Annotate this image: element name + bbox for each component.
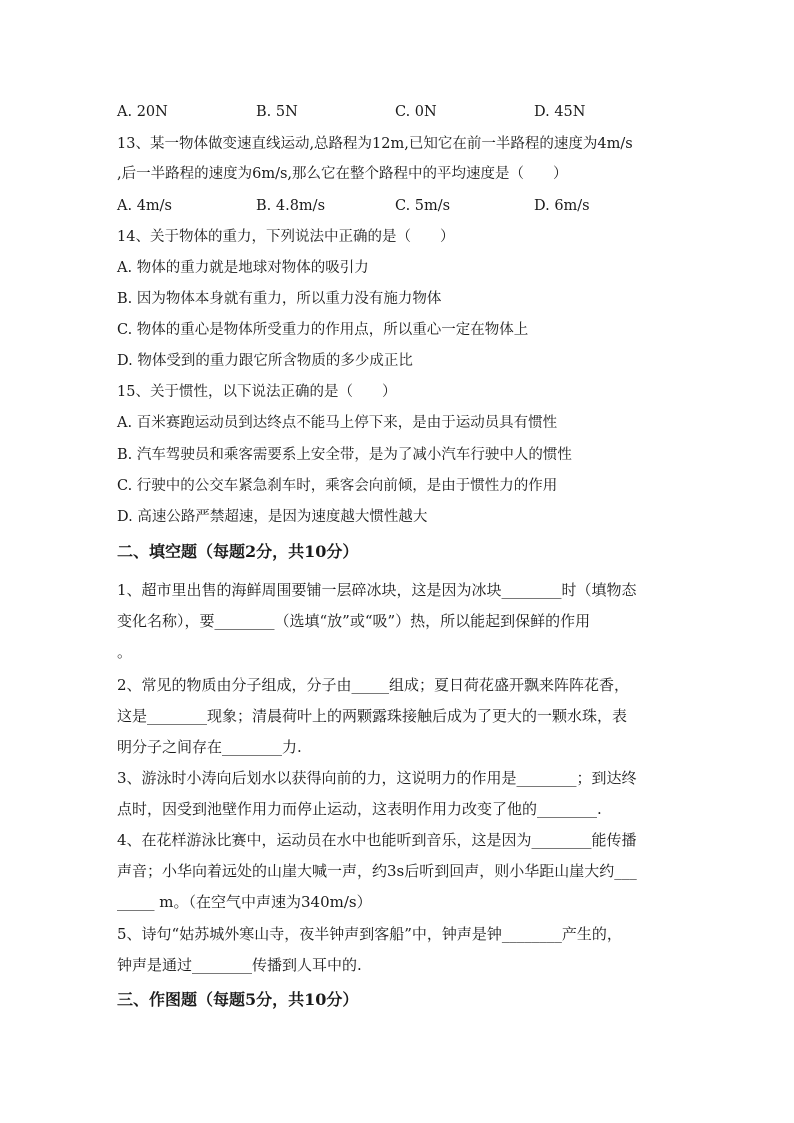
q13-stem-line1: 13、某一物体做变速直线运动,总路程为12m,已知它在前一半路程的速度为4m/s	[117, 136, 633, 152]
q14-option-a: A. 物体的重力就是地球对物体的吸引力	[117, 260, 369, 276]
option-a: A. 20N	[117, 104, 168, 120]
q15-option-d: D. 高速公路严禁超速，是因为速度越大惯性越大	[117, 509, 428, 525]
q15-option-b: B. 汽车驾驶员和乘客需要系上安全带，是为了减小汽车行驶中人的惯性	[117, 447, 572, 463]
section-fill-title: 二、填空题（每题2分，共10分）	[117, 542, 359, 561]
option-c: C. 5m/s	[395, 198, 451, 214]
fill-q5-line2: 钟声是通过________传播到人耳中的.	[117, 956, 362, 974]
fill-q1-line2: 变化名称），要________（选填“放”或“吸”）热，所以能起到保鲜的作用	[117, 612, 591, 630]
fill-q4-line2: 声音；小华向着远处的山崖大喊一声，约3s后听到回声，则小华距山崖大约___	[117, 862, 637, 880]
fill-q3-line2: 点时，因受到池壁作用力而停止运动，这表明作用力改变了他的________.	[117, 800, 602, 818]
q15-option-a: A. 百米赛跑运动员到达终点不能马上停下来，是由于运动员具有惯性	[117, 415, 558, 431]
fill-q2-line2: 这是________现象；清晨荷叶上的两颗露珠接触后成为了更大的一颗水珠，表	[117, 707, 628, 725]
option-b: B. 4.8m/s	[256, 198, 326, 214]
q15-stem: 15、关于惯性，以下说法正确的是（ ）	[117, 384, 397, 400]
fill-q4-line1: 4、在花样游泳比赛中，运动员在水中也能听到音乐，这是因为________能传播	[117, 831, 637, 849]
option-b: B. 5N	[256, 104, 298, 120]
fill-q1-line1: 1、超市里出售的海鲜周围要铺一层碎冰块，这是因为冰块________时（填物态	[117, 581, 637, 599]
fill-q2-line1: 2、常见的物质由分子组成，分子由_____组成；夏日荷花盛开飘来阵阵花香，	[117, 676, 630, 694]
option-d: D. 6m/s	[534, 198, 590, 214]
fill-q1-line3: 。	[117, 643, 133, 661]
fill-q4-line3: _____ m。（在空气中声速为340m/s）	[117, 893, 372, 911]
option-c: C. 0N	[395, 104, 437, 120]
q14-option-c: C. 物体的重心是物体所受重力的作用点，所以重心一定在物体上	[117, 322, 529, 338]
q14-stem: 14、关于物体的重力，下列说法中正确的是（ ）	[117, 229, 455, 245]
option-d: D. 45N	[534, 104, 586, 120]
section-drawing-title: 三、作图题（每题5分，共10分）	[117, 990, 359, 1009]
fill-q3-line1: 3、游泳时小涛向后划水以获得向前的力，这说明力的作用是________；到达终	[117, 769, 637, 787]
q15-option-c: C. 行驶中的公交车紧急刹车时，乘客会向前倾，是由于惯性力的作用	[117, 478, 558, 494]
fill-q2-line3: 明分子之间存在________力.	[117, 738, 302, 756]
option-a: A. 4m/s	[117, 198, 172, 214]
q14-option-b: B. 因为物体本身就有重力，所以重力没有施力物体	[117, 291, 442, 307]
fill-q5-line1: 5、诗句“姑苏城外寒山寺，夜半钟声到客船”中，钟声是钟________产生的，	[117, 925, 622, 943]
q14-option-d: D. 物体受到的重力跟它所含物质的多少成正比	[117, 353, 413, 369]
q13-stem-line2: ,后一半路程的速度为6m/s,那么它在整个路程中的平均速度是（ ）	[117, 166, 568, 182]
